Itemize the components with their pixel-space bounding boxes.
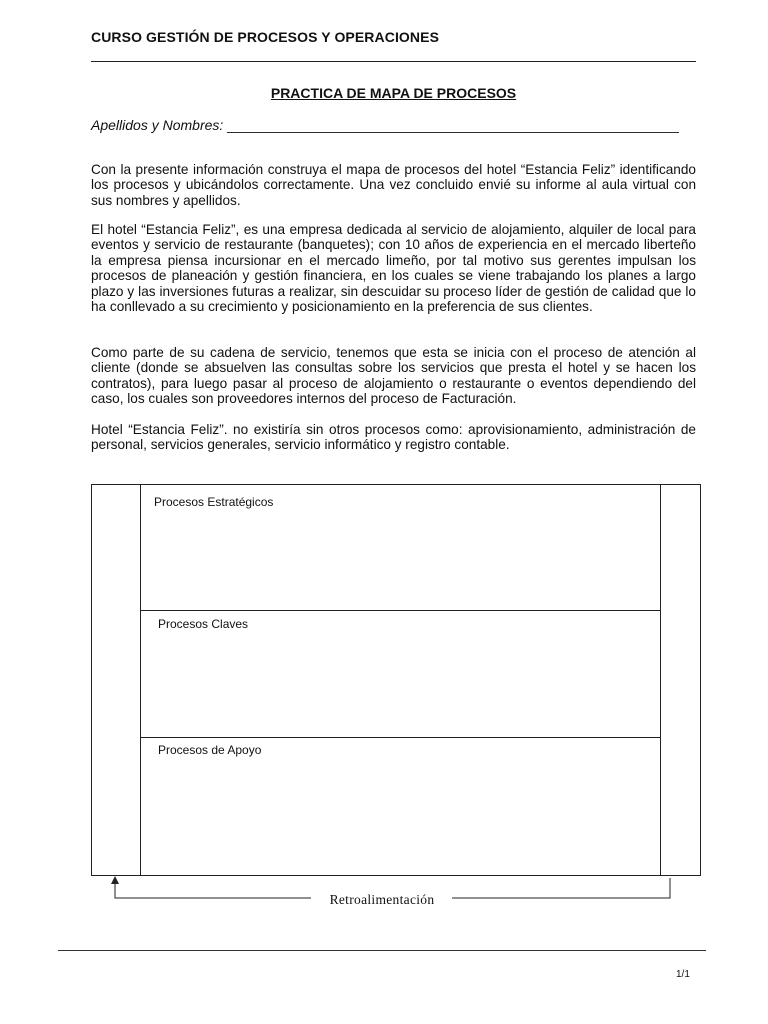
name-field-label: Apellidos y Nombres: bbox=[91, 117, 224, 133]
document-title: PRACTICA DE MAPA DE PROCESOS bbox=[270, 85, 517, 101]
support-processes-paragraph: Hotel “Estancia Feliz”. no existiría sin otros procesos como: aprovisionamiento, administración de personal, servicios generales, servicio informático y registro contable. bbox=[91, 422, 696, 453]
strategic-key-divider bbox=[140, 610, 661, 611]
key-support-divider bbox=[140, 737, 661, 738]
support-processes-label: Procesos de Apoyo bbox=[158, 743, 262, 757]
name-field-line bbox=[91, 117, 679, 133]
instructions-paragraph: Con la presente información construya el mapa de procesos del hotel “Estancia Feliz” identificando los procesos y ubicándolos correctamente. Una vez concluido envié su informe al aula virtual con sus nombres y apellidos. bbox=[91, 162, 696, 208]
feedback-label: Retroalimentación bbox=[329, 892, 435, 907]
name-field-blank: __________________________________________________________ bbox=[227, 117, 679, 133]
feedback-line-right bbox=[452, 878, 670, 898]
service-chain-paragraph: Como parte de su cadena de servicio, tenemos que esta se inicia con el proceso de atención al cliente (donde se absuelven las consultas sobre los servicios que presta el hotel y se hacen los contratos), para luego pasar al proceso de alojamiento o restaurante o eventos dependiendo del caso, los cuales son proveedores internos del proceso de Facturación. bbox=[91, 345, 696, 407]
feedback-line-left bbox=[115, 882, 311, 898]
page-number: 1/1 bbox=[676, 969, 690, 980]
arrow-up-icon bbox=[111, 876, 119, 884]
strategic-processes-label: Procesos Estratégicos bbox=[154, 495, 274, 509]
process-map-center bbox=[140, 484, 661, 876]
footer-divider bbox=[58, 950, 706, 951]
hotel-description-paragraph: El hotel “Estancia Feliz”, es una empresa dedicada al servicio de alojamiento, alquiler de local para eventos y servicio de restaurante (banquetes); con 10 años de experiencia en el mercado liberteño la empresa piensa incursionar en el mercado limeño, por tal motivo sus gerentes impulsan los procesos de planeación y gestión financiera, en los cuales se viene trabajando los planes a largo plazo y las inversiones futuras a realizar, sin descuidar su proceso líder de gestión de calidad que lo ha conllevado a su crecimiento y posicionamiento en la preferencia de sus clientes. bbox=[91, 222, 696, 315]
course-title: CURSO GESTIÓN DE PROCESOS Y OPERACIONES bbox=[91, 29, 440, 45]
header-divider bbox=[91, 61, 696, 62]
key-processes-label: Procesos Claves bbox=[158, 617, 249, 631]
